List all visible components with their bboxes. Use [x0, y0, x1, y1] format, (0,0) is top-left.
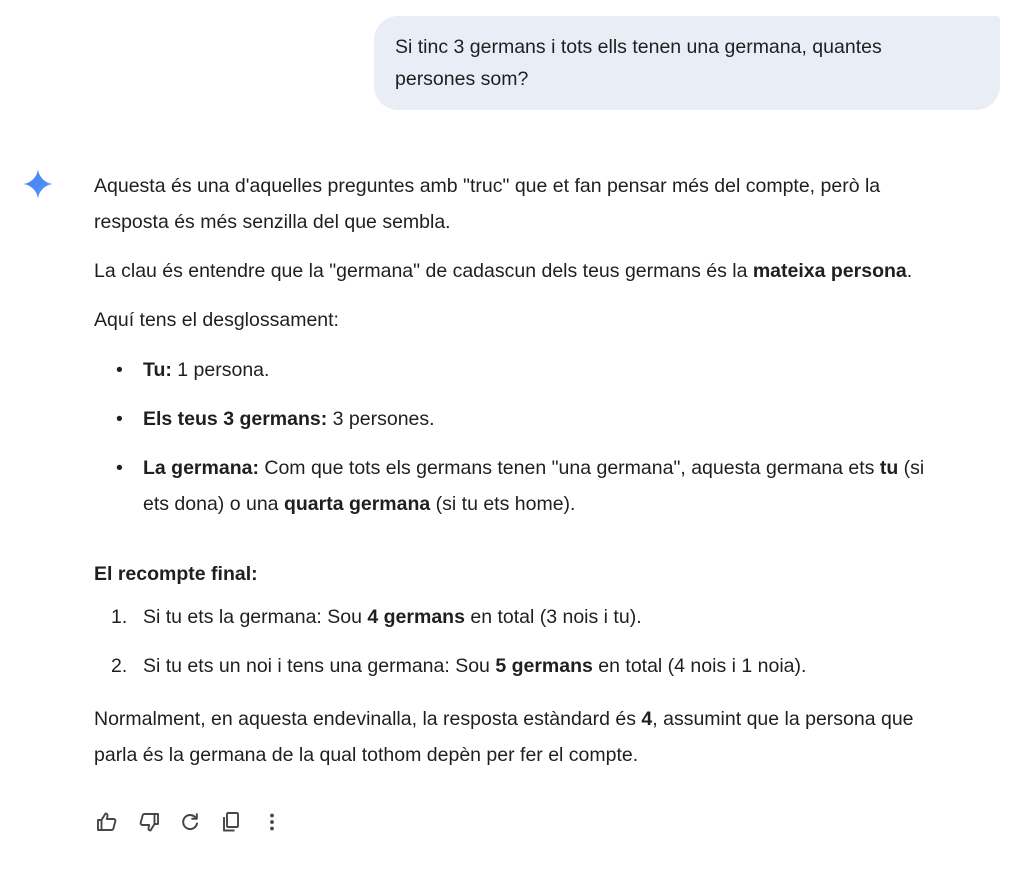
- item-bold: 4 germans: [367, 606, 465, 628]
- bullet-dot: •: [116, 457, 123, 479]
- bullet-bold: quarta germana: [283, 493, 431, 515]
- conclusion-text: Normalment, en aquesta endevinalla, la resposta estàndard és: [94, 708, 642, 730]
- conclusion-text: parla és la germana de la qual tothom depèn per fer el compte.: [94, 744, 639, 766]
- user-message-bubble: [374, 16, 1000, 110]
- item-text: Si tu ets la germana: Sou: [143, 606, 368, 628]
- bullet-text: ets dona) o una: [143, 493, 284, 515]
- item-bold: 5 germans: [495, 655, 593, 677]
- copy-icon: [219, 810, 243, 834]
- final-heading: El recompte final:: [94, 563, 258, 585]
- bullet-text: (si: [898, 457, 925, 479]
- conclusion-bold: 4: [641, 708, 653, 730]
- more-vert-icon: [260, 810, 284, 834]
- bullet-dot: •: [116, 408, 123, 430]
- thumbs-down-button[interactable]: [136, 808, 162, 836]
- list-item: [94, 450, 999, 522]
- key-text-end: .: [906, 260, 913, 282]
- user-message-line: Si tinc 3 germans i tots ells tenen una germana, quantes: [395, 36, 882, 58]
- bullet-text: 3 persones.: [327, 408, 435, 430]
- list-item: [94, 352, 999, 388]
- response-key-point: [94, 253, 999, 289]
- list-number: 2.: [111, 655, 128, 677]
- item-text: en total (4 nois i 1 noia).: [592, 655, 807, 677]
- conclusion: [94, 701, 999, 773]
- thumbs-up-icon: [95, 810, 119, 834]
- gemini-spark-icon: [22, 168, 54, 200]
- response-intro-line: resposta és més senzilla del que sembla.: [94, 211, 451, 233]
- bullet-text: (si tu ets home).: [430, 493, 576, 515]
- bullet-label: Tu:: [143, 359, 172, 381]
- list-item: [94, 599, 999, 635]
- bullet-label: La germana:: [143, 457, 259, 479]
- item-text: en total (3 nois i tu).: [464, 606, 642, 628]
- bullet-dot: •: [116, 359, 123, 381]
- conclusion-text: , assumint que la persona que: [652, 708, 914, 730]
- regenerate-button[interactable]: [177, 808, 203, 836]
- key-bold: mateixa persona: [752, 260, 907, 282]
- key-text: La clau és entendre que la "germana" de cadascun dels teus germans és la: [94, 260, 753, 282]
- thumbs-up-button[interactable]: [94, 808, 120, 836]
- item-text: Si tu ets un noi i tens una germana: Sou: [143, 655, 496, 677]
- regenerate-icon: [178, 810, 202, 834]
- final-list: [94, 599, 999, 684]
- bullet-label: Els teus 3 germans:: [143, 408, 328, 430]
- copy-button[interactable]: [218, 808, 244, 836]
- response-intro-line: Aquesta és una d'aquelles preguntes amb "truc" que et fan pensar més del compte, però la: [94, 175, 881, 197]
- assistant-response: [94, 168, 999, 773]
- list-item: [94, 648, 999, 684]
- bullet-text: 1 persona.: [171, 359, 270, 381]
- more-options-button[interactable]: [259, 808, 285, 836]
- bullet-text: Com que tots els germans tenen "una germana", aquesta germana ets: [258, 457, 880, 479]
- breakdown-intro: Aquí tens el desglossament:: [94, 309, 339, 331]
- user-message-line: persones som?: [395, 68, 529, 90]
- list-number: 1.: [111, 606, 128, 628]
- response-intro: [94, 168, 999, 240]
- list-item: [94, 401, 999, 437]
- breakdown-list: [94, 352, 999, 522]
- bullet-bold: tu: [879, 457, 899, 479]
- thumbs-down-icon: [137, 810, 161, 834]
